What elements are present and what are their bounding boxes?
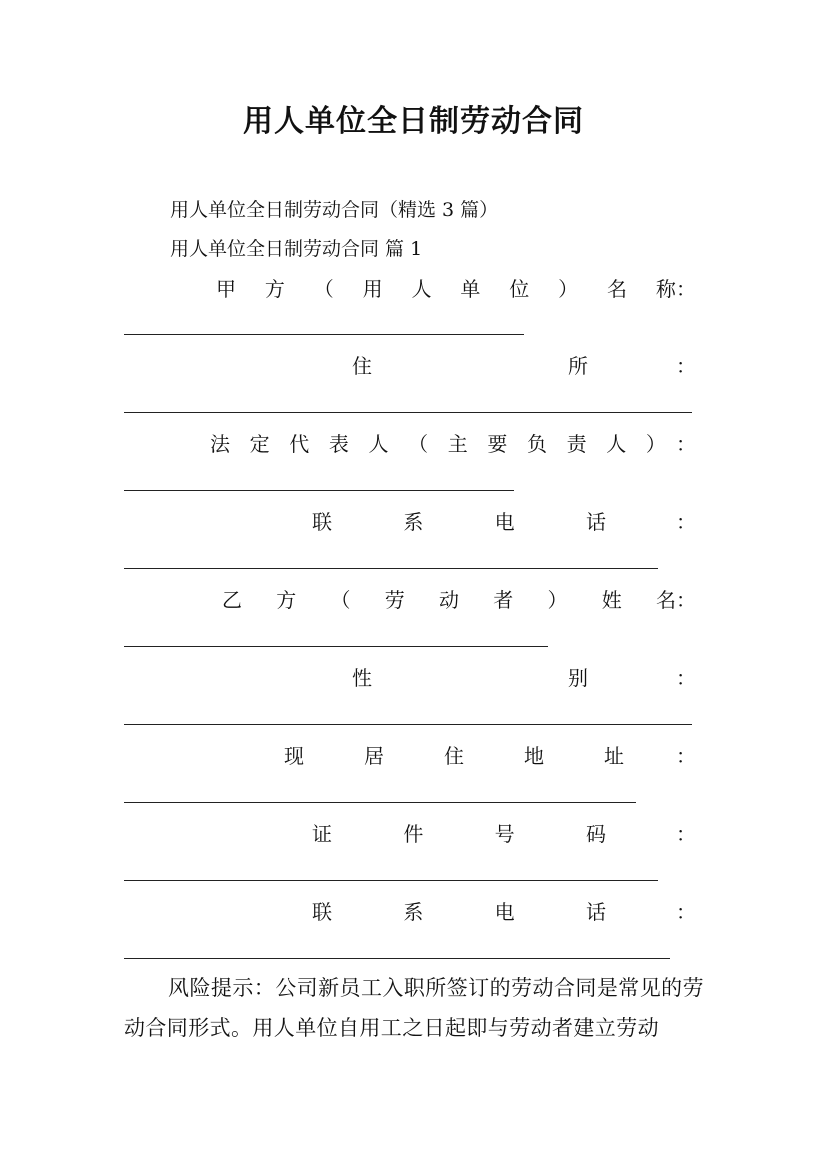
label-char: 地: [524, 744, 544, 768]
label-char: 话: [585, 900, 606, 924]
label-char: 居: [364, 744, 384, 768]
blank-underline: [124, 412, 692, 413]
label-char: 人: [606, 432, 627, 456]
field-colon: ：: [676, 900, 696, 924]
field-party-b-name: [124, 587, 696, 613]
label-char: 码: [585, 822, 606, 846]
label-char: （: [408, 432, 429, 456]
field-colon: ：: [676, 510, 696, 534]
label-char: 住: [352, 354, 372, 378]
label-char: 名: [607, 277, 627, 301]
label-char: 方: [276, 588, 297, 612]
label-char: 人: [368, 432, 389, 456]
label-char: 单: [460, 277, 481, 301]
blank-underline: [124, 646, 548, 647]
label-char: 性: [352, 666, 372, 690]
label-char: 件: [403, 822, 424, 846]
label-char: 住: [444, 744, 464, 768]
label-char: 称: [655, 277, 676, 301]
label-char: 号: [494, 822, 515, 846]
field-party-a-address: [124, 353, 696, 379]
label-char: 人: [411, 277, 432, 301]
field-party-b-residence: [124, 743, 696, 769]
field-party-b-phone: [124, 899, 696, 925]
label-char: 话: [585, 510, 606, 534]
blank-underline: [124, 334, 524, 335]
subtitle-collection: 用人单位全日制劳动合同（精选 3 篇）: [170, 199, 499, 221]
blank-underline: [124, 880, 658, 881]
field-legal-representative: [124, 431, 696, 457]
label-char: 方: [264, 277, 285, 301]
label-char: ）: [558, 277, 579, 301]
label-char: ）: [547, 588, 568, 612]
label-char: 代: [289, 432, 310, 456]
label-char: 要: [487, 432, 508, 456]
label-char: （: [330, 588, 351, 612]
document-title: 用人单位全日制劳动合同: [243, 104, 584, 139]
label-char: 联: [312, 510, 332, 534]
subtitle-part-1: 用人单位全日制劳动合同 篇 1: [170, 238, 423, 260]
blank-underline: [124, 958, 670, 959]
label-char: 甲: [216, 277, 236, 301]
field-colon: ：: [676, 277, 696, 301]
field-colon: ：: [676, 354, 696, 378]
label-char: 现: [284, 744, 304, 768]
label-char: 用: [362, 277, 383, 301]
label-char: 系: [403, 510, 424, 534]
label-char: 址: [604, 744, 624, 768]
label-char: 动: [439, 588, 459, 612]
field-colon: ：: [676, 588, 696, 612]
label-char: 联: [312, 900, 332, 924]
risk-notice-paragraph: 风险提示：公司新员工入职所签订的劳动合同是常见的劳动合同形式。用人单位自用工之日起即与劳动者建立劳动: [124, 976, 704, 1040]
label-char: （: [313, 277, 334, 301]
label-char: 责: [566, 432, 587, 456]
field-colon: ：: [676, 822, 696, 846]
label-char: 所: [568, 354, 588, 378]
label-char: 电: [494, 900, 515, 924]
label-char: 证: [312, 822, 332, 846]
blank-underline: [124, 568, 658, 569]
label-char: 负: [527, 432, 547, 456]
blank-underline: [124, 724, 692, 725]
field-party-a-phone: [124, 509, 696, 535]
field-colon: ：: [676, 744, 696, 768]
label-char: 姓: [601, 588, 622, 612]
label-char: 表: [328, 432, 349, 456]
field-party-b-gender: [124, 665, 696, 691]
label-char: ）: [645, 432, 666, 456]
label-char: 者: [493, 588, 514, 612]
blank-underline: [124, 802, 636, 803]
field-colon: ：: [676, 666, 696, 690]
blank-underline: [124, 490, 514, 491]
label-char: 系: [403, 900, 424, 924]
label-char: 位: [509, 277, 530, 301]
label-char: 主: [447, 432, 468, 456]
label-char: 电: [494, 510, 515, 534]
label-char: 法: [210, 432, 230, 456]
field-party-b-id-number: [124, 821, 696, 847]
label-char: 定: [249, 432, 270, 456]
label-char: 劳: [384, 588, 405, 612]
label-char: 乙: [222, 588, 242, 612]
label-char: 名: [656, 588, 676, 612]
field-colon: ：: [676, 432, 696, 456]
field-party-a-name: [124, 276, 696, 302]
label-char: 别: [568, 666, 588, 690]
